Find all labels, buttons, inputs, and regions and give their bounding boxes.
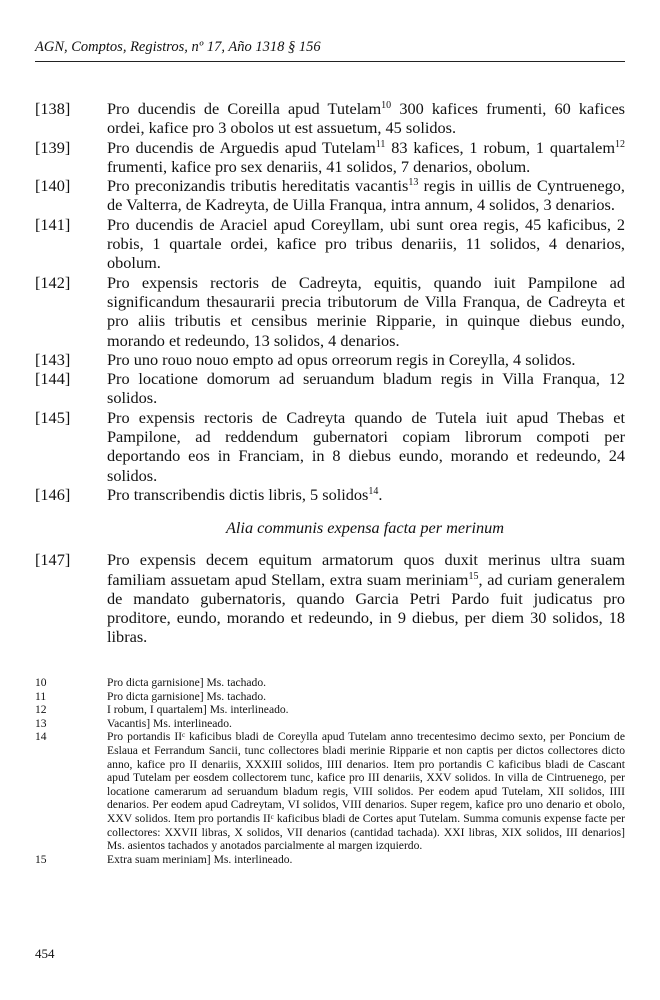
- entry: [35, 273, 625, 350]
- footnote-number: 12: [35, 703, 47, 717]
- entry: [35, 485, 625, 504]
- entry-text: [107, 176, 625, 215]
- entry-text: [107, 369, 625, 408]
- entry-text: [107, 408, 625, 485]
- entry-text-segment: , ad curiam generalem de mandato gubernatoris, quando Garcia Petri Pardo fuit judicatus pro proditore, eundo, morando et redeundo, in 9 diebus, per diem 30 solidos, 18 libras.: [107, 569, 625, 647]
- section-title: Alia communis expensa facta per merinum: [225, 518, 505, 538]
- entry-text-segment: frumenti, kafice pro sex denariis, 41 solidos, 7 denarios, obolum.: [107, 156, 531, 176]
- footnote-text: I robum, I quartalem] Ms. interlineado.: [107, 703, 289, 717]
- entry-list: [35, 99, 625, 504]
- footnote: [35, 676, 625, 690]
- footnote-text: Pro portandis IIᶜ kaficibus bladi de Coreylla apud Tutelam anno trecentesimo decimo sexto, per Poncium de Eslaua et Ferrandum Sancii, tunc collectores bladi merinie Ripparie et non captis per dictos collectores dicto anno, kafice pro II denariis, XXXIII solidos, IIII denarios. Item pro portandis C kaficibus bladi de Cascant apud Tutelam per eosdem collectorem tunc, kafice pro III denariis, XXV solidos. In villa de Cintruenego, per locatione camerarum ad seruandum bladum regis, VIII solidos. Per eodem apud Tutelam, XII solidos, IIII denarios. Per eodem apud Cadreytam, VI solidos, VIII denarios. Super regem, kafice pro uno denario et obolo, XXV solidos. Item pro portandis IIᶜ kaficibus bladi de Cortes aput Tutelam. Summa comunis expense facte per collectores: XXVII libras, X solidos, VII denarios (cantidad tachada). XXI libras, XIX solidos, III denarios] Ms. asientos tachados y anotados parcialmente al margen izquierdo.: [107, 730, 625, 853]
- footnote-number: 11: [35, 689, 47, 703]
- main-text: [35, 99, 625, 647]
- footnote-ref: 12: [615, 138, 625, 150]
- header-rule: [35, 61, 625, 62]
- entry-text-segment: Pro transcribendis dictis libris, 5 solidos: [107, 484, 369, 504]
- entry-text-segment: Pro expensis decem equitum armatorum quos duxit merinus ultra suam familiam assuetam apud Stellam, extra suam meriniam: [107, 550, 625, 589]
- entry-text-segment: Pro expensis rectoris de Cadreyta, equitis, quando iuit Pampilone ad significandum thesaurarii precia tributorum de Villa Franqua, de Cadreyta et pro aliis tributis et censibus merinie Ripparie, in quinque diebus eundo, morando et redeundo, 13 solidos, 4 denarios.: [107, 272, 625, 350]
- page-number: 454: [35, 946, 55, 961]
- footnote-ref: 13: [408, 177, 419, 189]
- entry: [35, 176, 625, 215]
- footnote-ref: 15: [468, 570, 479, 582]
- entry-text: [107, 273, 625, 350]
- footnote: [35, 853, 625, 867]
- entry-number: [142]: [35, 272, 71, 292]
- entry-number: [144]: [35, 369, 71, 389]
- entry-number: [143]: [35, 349, 71, 369]
- entry-text-segment: Pro locatione domorum ad seruandum bladum regis in Villa Franqua, 12 solidos.: [107, 369, 625, 408]
- footnote: [35, 730, 625, 852]
- footnote-text: Pro dicta garnisione] Ms. tachado.: [107, 689, 267, 703]
- entry-text-segment: Pro ducendis de Coreilla apud Tutelam: [107, 99, 382, 118]
- footnote-ref: 11: [375, 138, 386, 150]
- entry-number: [146]: [35, 484, 71, 504]
- footnote: [35, 690, 625, 704]
- footnote-number: 10: [35, 676, 47, 689]
- entry: [35, 99, 625, 138]
- entry-text-segment: regis in uillis de Cyntruenego, de Valterra, de Kadreyta, de Uilla Franqua, intra annum, 4 solidos, 3 denarios.: [107, 176, 625, 215]
- entry-number: [140]: [35, 176, 71, 196]
- entry-number: [141]: [35, 214, 71, 234]
- entry-number: [147]: [35, 550, 71, 570]
- entry: [35, 215, 625, 273]
- entry-list-after: [35, 550, 625, 646]
- entry-text: [107, 485, 625, 504]
- footnote-text: Extra suam meriniam] Ms. interlineado.: [107, 852, 293, 866]
- entry-text-segment: Pro preconizandis tributis hereditatis vacantis: [107, 176, 409, 196]
- footnote-text: Vacantis] Ms. interlineado.: [107, 716, 232, 730]
- footnote-text: Pro dicta garnisione] Ms. tachado.: [107, 676, 267, 689]
- entry-text-segment: Pro ducendis de Araciel apud Coreyllam, ubi sunt orea regis, 45 kaficibus, 2 robis, 1 quartale ordei, kafice pro tribus denariis, 11 solidos, 4 denarios, obolum.: [107, 214, 625, 273]
- footnote-number: 13: [35, 716, 47, 730]
- entry-text-segment: Pro uno rouo nouo empto ad opus orreorum regis in Coreylla, 4 solidos.: [107, 349, 576, 369]
- entry-number: [138]: [35, 99, 71, 118]
- entry-text: [107, 350, 625, 369]
- entry-number: [145]: [35, 407, 71, 427]
- footnote-number: 14: [35, 730, 47, 744]
- footnote: [35, 717, 625, 731]
- entry: [35, 408, 625, 485]
- entry-text: [107, 138, 625, 177]
- footnote: [35, 703, 625, 717]
- entry-text-segment: Pro expensis rectoris de Cadreyta quando de Tutela iuit apud Thebas et Pampilone, ad reddendum gubernatori copiam librorum compoti per deportando eos in Franciam, in 8 diebus eundo, morando et redeundo, 24 solidos.: [107, 407, 625, 485]
- footnote-number: 15: [35, 852, 47, 866]
- footnote-ref: 14: [368, 485, 379, 497]
- entry: [35, 350, 625, 369]
- entry: [35, 138, 625, 177]
- entry-text-segment: 83 kafices, 1 robum, 1 quartalem: [385, 137, 615, 157]
- entry-text-segment: .: [378, 484, 383, 504]
- footnote-ref: 10: [381, 100, 392, 111]
- running-header: AGN, Comptos, Registros, nº 17, Año 1318 § 156: [35, 39, 321, 55]
- entry-text-segment: 300 kafices frumenti, 60 kafices ordei, kafice pro 3 obolos ut est assuetum, 45 solidos.: [107, 99, 626, 138]
- entry: [35, 369, 625, 408]
- entry-text-segment: Pro ducendis de Arguedis apud Tutelam: [107, 137, 376, 157]
- entry-number: [139]: [35, 137, 71, 157]
- entry: [35, 550, 625, 646]
- entry-text: [107, 550, 625, 646]
- entry-text: [107, 215, 625, 273]
- entry-text: [107, 99, 625, 138]
- footnotes: [35, 676, 625, 866]
